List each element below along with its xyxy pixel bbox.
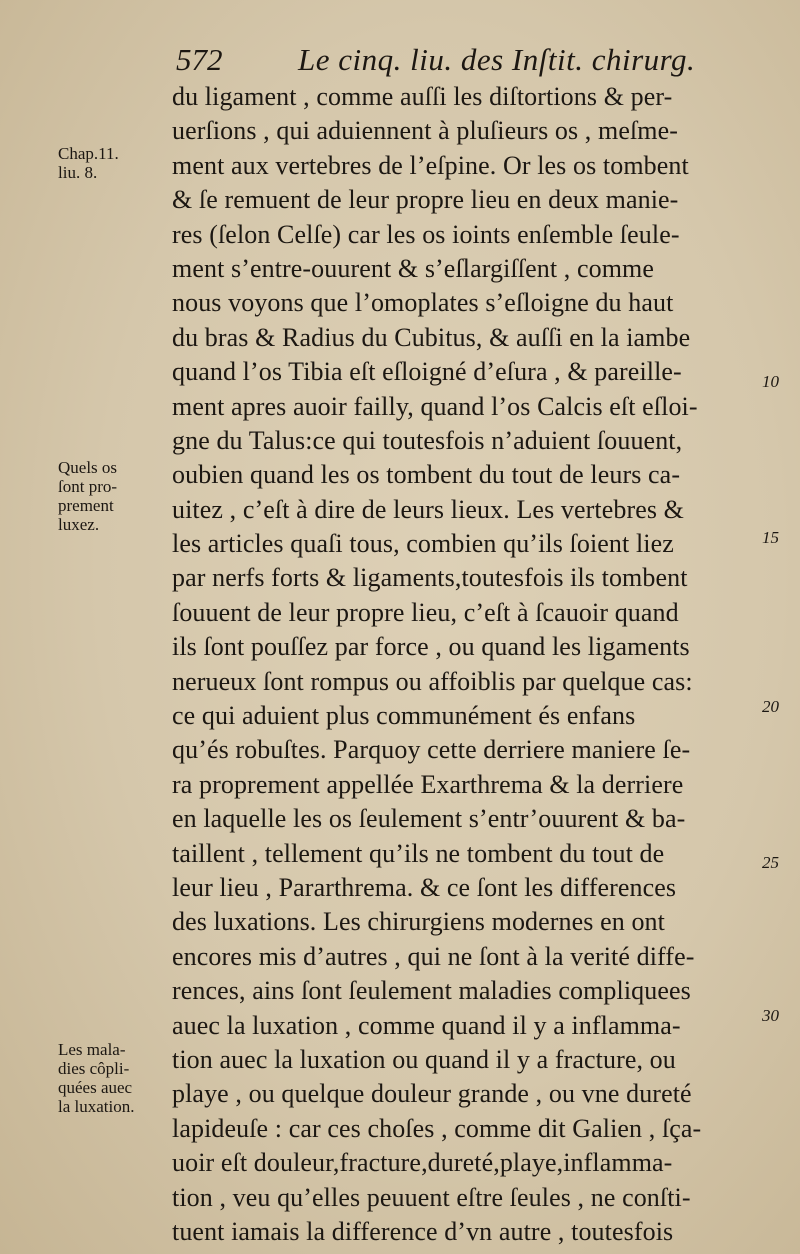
margin-note-chapter-ref: Chap.11. liu. 8. (58, 144, 119, 182)
text-line: du ligament , comme auſſi les diſtortions & per- (172, 82, 673, 111)
text-line: & ſe remuent de leur propre lieu en deux manie- (172, 185, 679, 215)
text-line: encores mis d’autres , qui ne ſont à la verité diffe- (172, 941, 695, 971)
text-line: rences, ains ſont ſeulement maladies compliquees (172, 976, 691, 1006)
page-number: 572 (176, 42, 223, 77)
text-line: qu’és robuſtes. Parquoy cette derriere maniere ſe- (172, 735, 691, 765)
text-line: ment aux vertebres de l’eſpine. Or les os tombent (172, 150, 689, 180)
text-line: uoir eſt douleur,fracture,dureté,playe,inflamma- (172, 1148, 673, 1178)
text-line: tion auec la luxation ou quand il y a fracture, ou (172, 1044, 676, 1074)
line-number-30: 30 (762, 1006, 779, 1025)
text-line: par nerfs forts & ligaments,toutesfois ils tombent (172, 563, 688, 593)
text-line: taillent , tellement qu’ils ne tombent du tout de (172, 838, 665, 868)
text-line: ſouuent de leur propre lieu, c’eſt à ſcauoir quand (172, 597, 679, 627)
running-header (0, 38, 800, 82)
line-number-20: 20 (762, 697, 779, 716)
text-line: uerſions , qui aduiennent à pluſieurs os , meſme- (172, 116, 679, 146)
line-number-10: 10 (762, 372, 779, 391)
text-line: quand l’os Tibia eſt eſloigné d’eſura , & pareille- (172, 357, 682, 387)
line-number-25: 25 (762, 853, 779, 872)
text-line: res (ſelon Celſe) car les os ioints enſemble ſeule- (172, 219, 680, 249)
text-line: les articles quaſi tous, combien qu’ils ſoient liez (172, 529, 674, 559)
text-line: leur lieu , Pararthrema. & ce ſont les differences (172, 872, 677, 902)
text-line: playe , ou quelque douleur grande , ou vne dureté (172, 1079, 692, 1109)
text-line: tion , veu qu’elles peuuent eſtre ſeules , ne conſti- (172, 1182, 691, 1212)
running-title: Le cinq. liu. des Inſtit. chirurg. (298, 42, 696, 77)
text-line: du bras & Radius du Cubitus, & auſſi en la iambe (172, 322, 691, 352)
line-number-15: 15 (762, 528, 779, 547)
text-line: ils ſont pouſſez par force , ou quand les ligaments (172, 632, 690, 662)
text-line: lapideuſe : car ces choſes , comme dit Galien , ſça- (172, 1113, 702, 1143)
text-line: ment apres auoir failly, quand l’os Calcis eſt eſloi- (172, 391, 698, 421)
text-line: auec la luxation , comme quand il y a inflamma- (172, 1010, 681, 1040)
margin-note-maladies: Les mala- dies côpli- quées auec la luxation. (58, 1040, 135, 1116)
text-line: nous voyons que l’omoplates s’eſloigne du haut (172, 288, 674, 318)
text-line: des luxations. Les chirurgiens modernes en ont (172, 907, 665, 937)
text-line: nerueux ſont rompus ou affoiblis par quelque cas: (172, 666, 693, 696)
text-line: oubien quand les os tombent du tout de leurs ca- (172, 460, 681, 490)
text-line: ra proprement appellée Exarthrema & la derriere (172, 769, 684, 799)
text-line: en laquelle les os ſeulement s’entr’ouurent & ba- (172, 804, 686, 834)
text-line: gne du Talus:ce qui toutesfois n’aduient ſouuent, (172, 425, 683, 455)
margin-note-quels-os: Quels os ſont pro- prement luxez. (58, 458, 118, 534)
text-line: tuent iamais la difference d’vn autre , toutesfois (172, 1216, 674, 1246)
text-line: uitez , c’eſt à dire de leurs lieux. Les vertebres & (172, 494, 684, 524)
body-text (172, 80, 762, 1249)
text-line: ce qui aduient plus communément és enfans (172, 701, 636, 731)
text-line: ment s’entre-ouurent & s’eſlargiſſent , comme (172, 253, 654, 283)
